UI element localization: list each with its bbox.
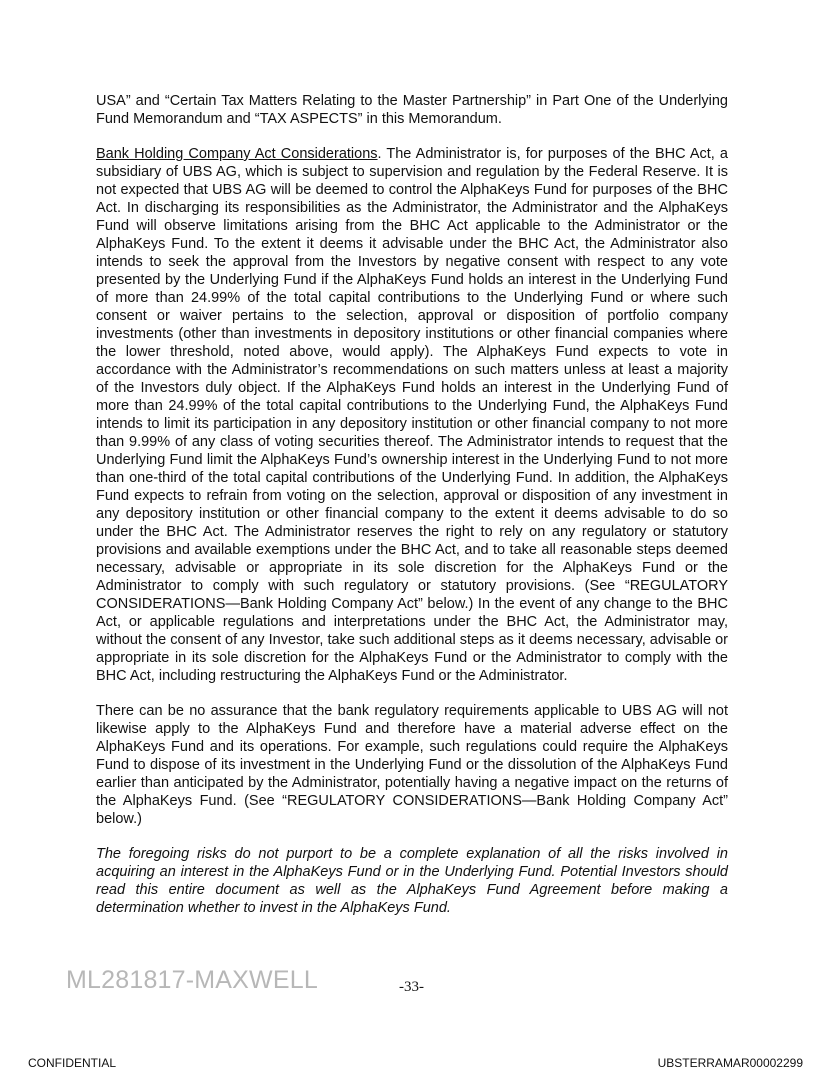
bhc-act-body: . The Administrator is, for purposes of the BHC Act, a subsidiary of UBS AG, which is subject to supervision and regulation by the Federal Reserve. It is not expected that UBS AG will be deemed to control the AlphaKeys Fund for purposes of the BHC Act. In discharging its responsibilities as the Administrator, the Administrator and the AlphaKeys Fund will observe limitations arising from the BHC Act applicable to the Administrator or the AlphaKeys Fund. To the extent it deems it advisable under the BHC Act, the Administrator also intends to seek the approval from the Investors by negative consent with respect to any vote presented by the Underlying Fund if the AlphaKeys Fund holds an interest in the Underlying Fund of more than 24.99% of the total capital contributions to the Underlying Fund or where such consent or waiver pertains to the selection, approval or disposition of portfolio company investments (other than investments in depository institutions or other financial companies where the lower threshold, noted above, would apply). The AlphaKeys Fund expects to vote in accordance with the Administrator’s recommendations on such matters unless at least a majority of the Investors duly object. If the AlphaKeys Fund holds an interest in the Underlying Fund of more than 24.99% of the total capital contributions to the Underlying Fund, the AlphaKeys Fund intends to limit its participation in any depository institution or other financial company to not more than 9.99% of any class of voting securities thereof. The Administrator intends to request that the Underlying Fund limit the AlphaKeys Fund’s ownership interest in the Underlying Fund to not more than one-third of the total capital contributions of the Underlying Fund. In addition, the AlphaKeys Fund expects to refrain from voting on the selection, approval or disposition of any investment in any depository institution or other financial company to the extent it deems advisable to do so under the BHC Act. The Administrator reserves the right to rely on any regulatory or statutory provisions and available exemptions under the BHC Act, and to take all reasonable steps deemed necessary, advisable or appropriate in its sole discretion for the AlphaKeys Fund or the Administrator to comply with such regulatory or statutory provisions. (See “REGULATORY CONSIDERATIONS—Bank Holding Company Act” below.) In the event of any change to the BHC Act, or applicable regulations and interpretations under the BHC Act, the Administrator may, without the consent of any Investor, take such additional steps as it deems necessary, advisable or appropriate in its sole discretion for the AlphaKeys Fund or the Administrator to comply with the BHC Act, including restructuring the AlphaKeys Fund or the Administrator. — [96, 146, 728, 684]
paragraph-risk-disclaimer: The foregoing risks do not purport to be a complete explanation of all the risks involved in acquiring an interest in the AlphaKeys Fund or in the Underlying Fund. Potential Investors should read this entire document as well as the AlphaKeys Fund Agreement before making a determination whether to invest in the AlphaKeys Fund. — [96, 846, 728, 916]
paragraph-bhc-act — [96, 145, 728, 685]
section-heading-bhc-act: Bank Holding Company Act Considerations — [96, 146, 378, 162]
page-body — [96, 92, 728, 934]
confidential-label: CONFIDENTIAL — [28, 1056, 117, 1070]
page-number: -33- — [399, 979, 424, 995]
bates-stamp: ML281817-MAXWELL — [66, 966, 318, 994]
document-id: UBSTERRAMAR00002299 — [657, 1056, 803, 1070]
paragraph-no-assurance: There can be no assurance that the bank regulatory requirements applicable to UBS AG will not likewise apply to the AlphaKeys Fund and therefore have a material adverse effect on the AlphaKeys Fund and its operations. For example, such regulations could require the AlphaKeys Fund to dispose of its investment in the Underlying Fund or the dissolution of the AlphaKeys Fund earlier than anticipated by the Administrator, potentially having a negative impact on the returns of the AlphaKeys Fund. (See “REGULATORY CONSIDERATIONS—Bank Holding Company Act” below.) — [96, 703, 728, 827]
paragraph-tax-reference: USA” and “Certain Tax Matters Relating to the Master Partnership” in Part One of the Underlying Fund Memorandum and “TAX ASPECTS” in this Memorandum. — [96, 93, 728, 127]
